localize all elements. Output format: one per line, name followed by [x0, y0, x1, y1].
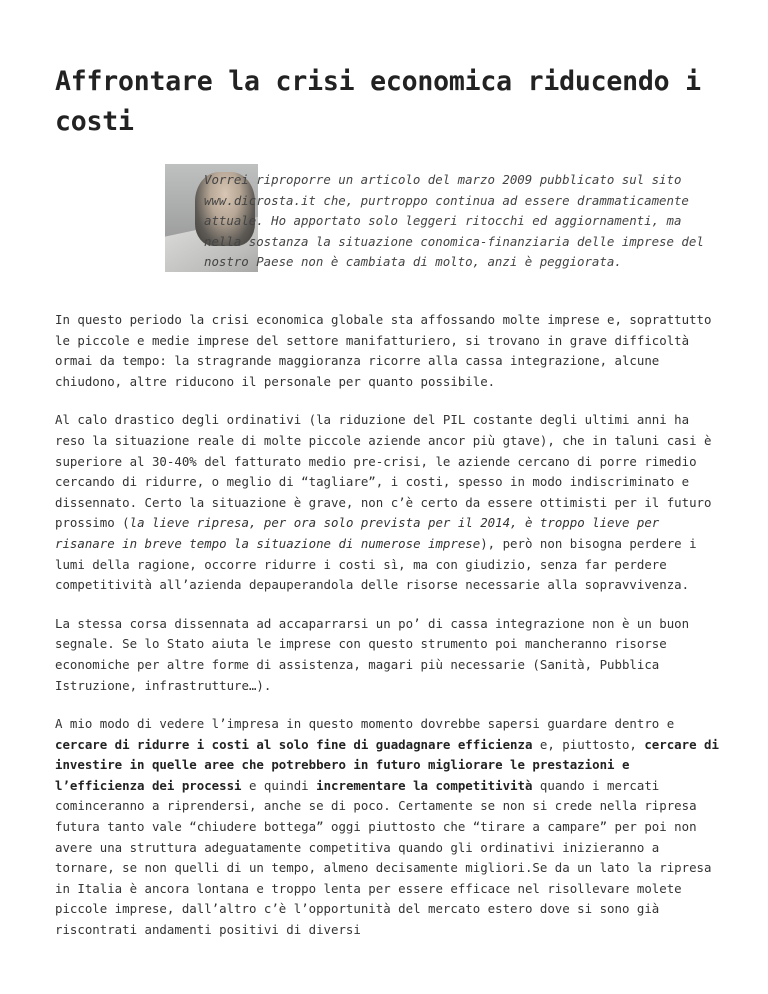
paragraph-2: [55, 410, 723, 595]
article-body: [55, 310, 723, 959]
paragraph-1: In questo periodo la crisi economica globale sta affossando molte imprese e, soprattutto le piccole e medie imprese del settore manifatturiero, si trovano in grave difficoltà ormai da tempo: la stragrande maggioranza ricorre alla cassa integrazione, alcune chiudono, altre riducono il personale per quanto possibile.: [55, 312, 712, 389]
paragraph-4-bold-3: incrementare la competitività: [316, 777, 533, 793]
paragraph-4-text-c: e, piuttosto,: [532, 736, 645, 752]
paragraph-3: La stessa corsa dissennata ad accaparrarsi un po’ di cassa integrazione non è un buon segnale. Se lo Stato aiuta le imprese con questo strumento poi mancheranno risorse economiche per altre forme di assistenza, magari più necessarie (Sanità, Pubblica Istruzione, infrastrutture…).: [55, 615, 690, 693]
paragraph-4-bold-1: cercare di ridurre i costi al solo fine di guadagnare efficienza: [55, 736, 533, 752]
paragraph-2-text-a: Al calo drastico degli ordinativi (la riduzione del PIL costante degli ultimi anni ha reso la situazione reale di molte piccole aziende ancor più gtave), che in taluni casi è superiore al 30-40% del fatturato medio pre-crisi, le aziende cercano di porre rimedio cercando di ridurre, o meglio di “tagliare”, i costi, spesso in modo indiscriminato e dissennato. Certo la situazione è grave, non c’è certo da essere ottimisti per il futuro prossimo (: [55, 412, 712, 531]
intro-text: Vorrei riproporre un articolo del marzo 2009 pubblicato sul sito www.dicrosta.it che, purtroppo continua ad essere drammaticamente attuale. Ho apportato solo leggeri ritocchi ed aggiornamenti, ma nella sostanza la situazione conomica-finanziaria delle imprese del nostro Paese non è cambiata di molto, anzi è peggiorata.: [204, 172, 704, 270]
article-intro: [204, 170, 724, 273]
paragraph-2-italic: la lieve ripresa, per ora solo prevista per il 2014, è troppo lieve per risanare in breve tempo la situazione di numerose imprese: [55, 515, 660, 551]
paragraph-4: [55, 714, 723, 941]
paragraph-4-bold-2: cercare di investire in quelle aree che potrebbero in futuro migliorare le prestazioni e l’efficienza dei processi: [55, 736, 719, 793]
paragraph-4-text-d: e quindi: [241, 777, 317, 793]
paragraph-2-text-b: ), però non bisogna perdere i lumi della ragione, occorre ridurre i costi sì, ma con giudizio, senza far perdere competitività all’azienda depauperandola delle risorse necessarie alla sopravvivenza.: [55, 535, 697, 593]
paragraph-4-text-e: quando i mercati cominceranno a riprendersi, anche se di poco. Certamente se non si crede nella ripresa futura tanto vale “chiudere bottega” oggi piuttosto che “tirare a campare” per poi non avere una struttura adeguatamente competitiva quando gli ordinativi inizieranno a tornare, se non quelli di un tempo, almeno decisamente migliori.Se da un lato la ripresa in Italia è ancora lontana e troppo lenta per essere efficace nel risollevare molete piccole imprese, dall’altro c’è l’opportunità del mercato estero dove si sono già riscontrati andamenti positivi di diversi: [55, 777, 712, 938]
article-title: Affrontare la crisi economica riducendo i costi: [55, 66, 701, 137]
paragraph-4-text-a: A mio modo di vedere l’impresa in questo momento dovrebbe sapersi guardare dentro e: [55, 716, 675, 732]
